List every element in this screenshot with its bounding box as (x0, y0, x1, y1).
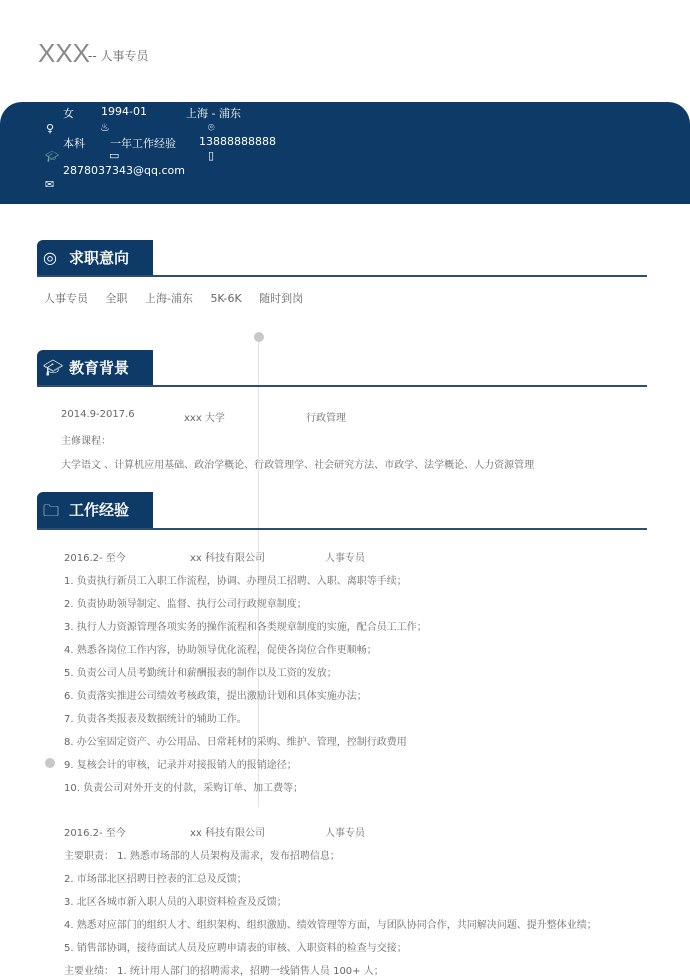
gender: 女 (63, 107, 74, 120)
divider (37, 385, 647, 387)
graduation-cap-icon: 🎓︎ (43, 358, 64, 377)
job-duty-line: 3. 执行人力资源管理各项实务的操作流程和各类规章制度的实施，配合员工工作； (64, 622, 427, 633)
phone: 13888888888 (199, 135, 276, 148)
job-company: xx 科技有限公司 (190, 553, 266, 564)
job-role: 人事专员 (325, 553, 365, 564)
job-duty-line: 主要职责： 1. 熟悉市场部的人员架构及需求，发布招聘信息； (64, 851, 340, 862)
job-duty-line: 3. 北区各城市新入职人员的入职资料检查及反馈； (64, 897, 287, 908)
job-period: 2016.2- 至今 (64, 553, 126, 564)
info-banner (0, 102, 690, 204)
education-level: 本科 (63, 137, 85, 150)
intent-item: 随时到岗 (259, 292, 304, 305)
courses-label: 主修课程： (61, 436, 111, 447)
job-duty-line: 8. 办公室固定资产、办公用品、日常耗材的采购、维护、管理，控制行政费用 (64, 737, 407, 748)
section-header-education: 🎓︎ 教育背景 (37, 350, 153, 386)
edu-major: 行政管理 (306, 413, 346, 424)
job-company: xx 科技有限公司 (190, 828, 266, 839)
edu-period: 2014.9-2017.6 (61, 409, 135, 420)
target-icon: ◎ (43, 248, 57, 267)
intent-list (44, 290, 303, 306)
gender-icon: ♀ (46, 122, 55, 135)
divider (37, 528, 647, 530)
job-duty-line: 主要业绩： 1. 统计用人部门的招聘需求，招聘一线销售人员 100+ 人； (64, 966, 384, 976)
job-duty-line: 5. 销售部协调，接待面试人员及应聘申请表的审核、入职资料的检查与交接； (64, 943, 407, 954)
job-duty-line: 2. 负责协助领导制定、监督、执行公司行政规章制度； (64, 599, 307, 610)
email[interactable]: 2878037343@qq.com (63, 164, 185, 177)
intent-item: 全职 (105, 292, 128, 305)
job-duty-line: 9. 复核会计的审核，记录并对接报销人的报销途径； (64, 760, 297, 771)
cake-icon: ♨ (100, 121, 110, 134)
job-duty-line: 4. 熟悉对应部门的组织人才、组织架构、组织激励、绩效管理等方面，与团队协同合作，共同解决问题、提升整体业绩； (64, 920, 597, 931)
edu-school: xxx 大学 (184, 413, 225, 424)
briefcase-icon: 🗀 (43, 501, 60, 520)
divider (37, 275, 647, 277)
courses: 大学语文 、计算机应用基础、政治学概论、行政管理学、社会研究方法、市政学、法学概论、人力资源管理 (61, 460, 535, 471)
intent-item: 上海-浦东 (144, 292, 193, 305)
timeline-dot (45, 758, 55, 768)
job-duty-line: 2. 市场部北区招聘日控表的汇总及反馈； (64, 874, 247, 885)
job-role: 人事专员 (325, 828, 365, 839)
work-years: 一年工作经验 (110, 137, 176, 150)
mail-icon: ✉ (45, 178, 55, 191)
section-header-intent: ◎ 求职意向 (37, 240, 153, 276)
job-duty-line: 1. 负责执行新员工入职工作流程，协调、办理员工招聘、入职、离职等手续； (64, 576, 407, 587)
job-duty-line: 6. 负责落实推进公司绩效考核政策，提出激励计划和具体实施办法； (64, 691, 367, 702)
job-duty-line: 5. 负责公司人员考勤统计和薪酬报表的制作以及工资的发放； (64, 668, 337, 679)
job-duty-line: 10. 负责公司对外开支的付款，采购订单、加工费等； (64, 783, 304, 794)
job-duty-line: 4. 熟悉各岗位工作内容，协助领导优化流程，促使各岗位合作更顺畅； (64, 645, 377, 656)
intent-item: 人事专员 (44, 292, 88, 305)
candidate-name: XXX (38, 38, 91, 68)
job-duty-line: 7. 负责各类报表及数据统计的辅助工作。 (64, 714, 247, 725)
section-header-work: 🗀 工作经验 (37, 492, 153, 528)
mobile-phone-icon: ▯ (208, 149, 215, 162)
location-pin-icon: ⌾ (208, 121, 215, 134)
birth: 1994-01 (101, 105, 147, 118)
briefcase-icon: ▭ (109, 149, 120, 162)
graduation-cap-icon: 🎓︎ (45, 150, 59, 163)
intent-item: 5K-6K (210, 292, 242, 305)
timeline-dot (254, 332, 264, 342)
job-period: 2016.2- 至今 (64, 828, 126, 839)
location: 上海 - 浦东 (186, 107, 241, 120)
candidate-subtitle: -- 人事专员 (88, 49, 149, 63)
